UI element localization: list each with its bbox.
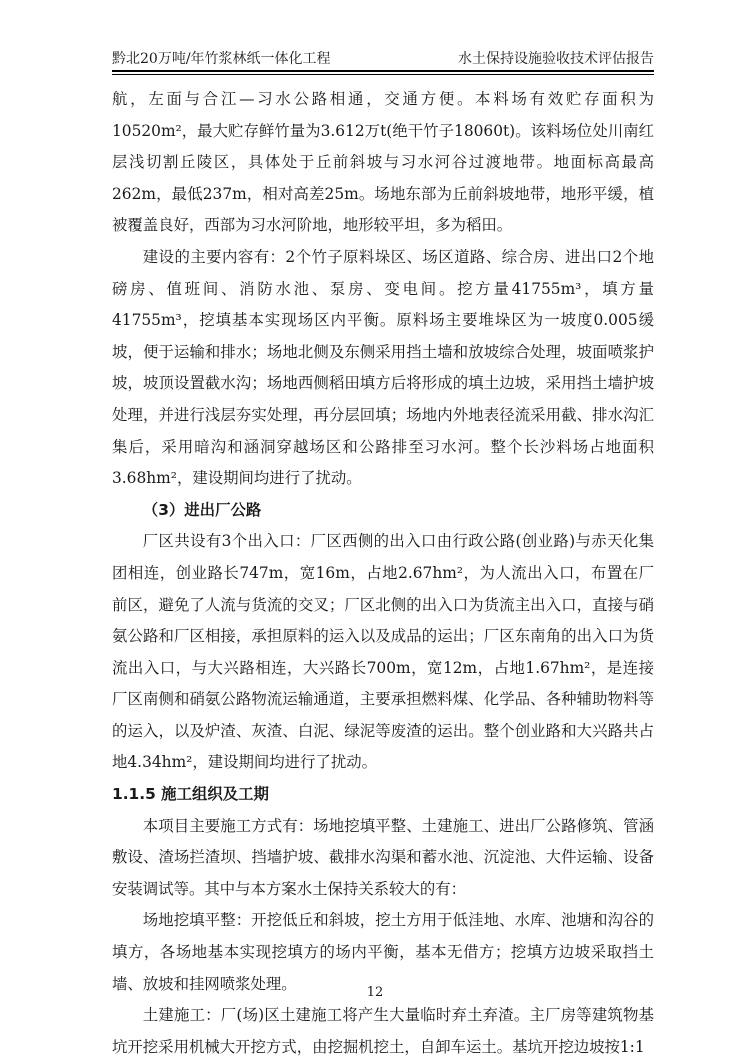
header-rule-thick xyxy=(112,70,654,72)
paragraph-construction-methods: 本项目主要施工方式有：场地挖填平整、土建施工、进出厂公路修筑、管涵敷设、渣场拦渣坝、挡墙护坡、截排水沟渠和蓄水池、沉淀池、大件运输、设备安装调试等。其中与本方案水土保持关系较大的有： xyxy=(112,816,654,898)
header-rule-thin xyxy=(112,74,654,75)
page-header xyxy=(112,40,654,68)
paragraph-access-roads: 厂区共设有3个出入口：厂区西侧的出入口由行政公路(创业路)与赤天化集团相连，创业路长747m，宽16m，占地2.67hm²，为人流出入口，布置在厂前区，避免了人流与货流的交叉；厂区北侧的出入口为货流主出入口，直接与硝氨公路和厂区相接，承担原料的运入以及成品的运出；厂区东南角的出入口为货流出入口，与大兴路相连，大兴路长700m，宽12m，占地1.67hm²，是连接厂区南侧和硝氨公路物流运输通道，主要承担燃料煤、化学品、各种辅助物料等的运入，以及炉渣、灰渣、白泥、绿泥等废渣的运出。整个创业路和大兴路共占地4.34hm²，建设期间均进行了扰动。 xyxy=(112,532,654,772)
header-project-title: 黔北20万吨/年竹浆林纸一体化工程 xyxy=(112,51,331,67)
section-heading-construction-organization: 1.1.5 施工组织及工期 xyxy=(112,785,269,804)
paragraph-construction-contents: 建设的主要内容有：2个竹子原料垛区、场区道路、综合房、进出口2个地磅房、值班间、消防水池、泵房、变电间。挖方量41755m³，填方量41755m³，挖填基本实现场区内平衡。原料场主要堆垛区为一坡度0.005缓坡，便于运输和排水；场地北侧及东侧采用挡土墙和放坡综合处理，坡面喷浆护坡，坡顶设置截水沟；场地西侧稻田填方后将形成的填土边坡，采用挡土墙护坡处理，并进行浅层夯实处理，再分层回填；场地内外地表径流采用截、排水沟汇集后，采用暗沟和涵洞穿越场区和公路排至习水河。整个长沙料场占地面积3.68hm²，建设期间均进行了扰动。 xyxy=(112,247,654,488)
subsection-heading-access-roads: （3）进出厂公路 xyxy=(142,500,262,519)
paragraph-material-yard-location: 航，左面与合江—习水公路相通，交通方便。本料场有效贮存面积为10520m²，最大贮存鲜竹量为3.612万t(绝干竹子18060t)。该料场位处川南红层浅切割丘陵区，具体处于丘前斜坡与习水河谷过渡地带。地面标高最高262m，最低237m，相对高差25m。场地东部为丘前斜坡地带，地形平缓，植被覆盖良好，西部为习水河阶地，地形较平坦，多为稻田。 xyxy=(112,90,654,235)
page-number: 12 xyxy=(366,985,384,1000)
paragraph-civil-construction: 土建施工：厂(场)区土建施工将产生大量临时弃土弃渣。主厂房等建筑物基坑开挖采用机械大开挖方式，由挖掘机挖土，自卸车运土。基坑开挖边坡按1:1 xyxy=(112,1006,654,1056)
header-report-title: 水土保持设施验收技术评估报告 xyxy=(458,51,654,67)
page-body xyxy=(112,84,654,1063)
paragraph-site-grading: 场地挖填平整：开挖低丘和斜坡，挖土方用于低洼地、水库、池塘和沟谷的填方，各场地基本实现挖填方的场内平衡，基本无借方；挖填方边坡采取挡土墙、放坡和挂网喷浆处理。 xyxy=(112,911,654,993)
